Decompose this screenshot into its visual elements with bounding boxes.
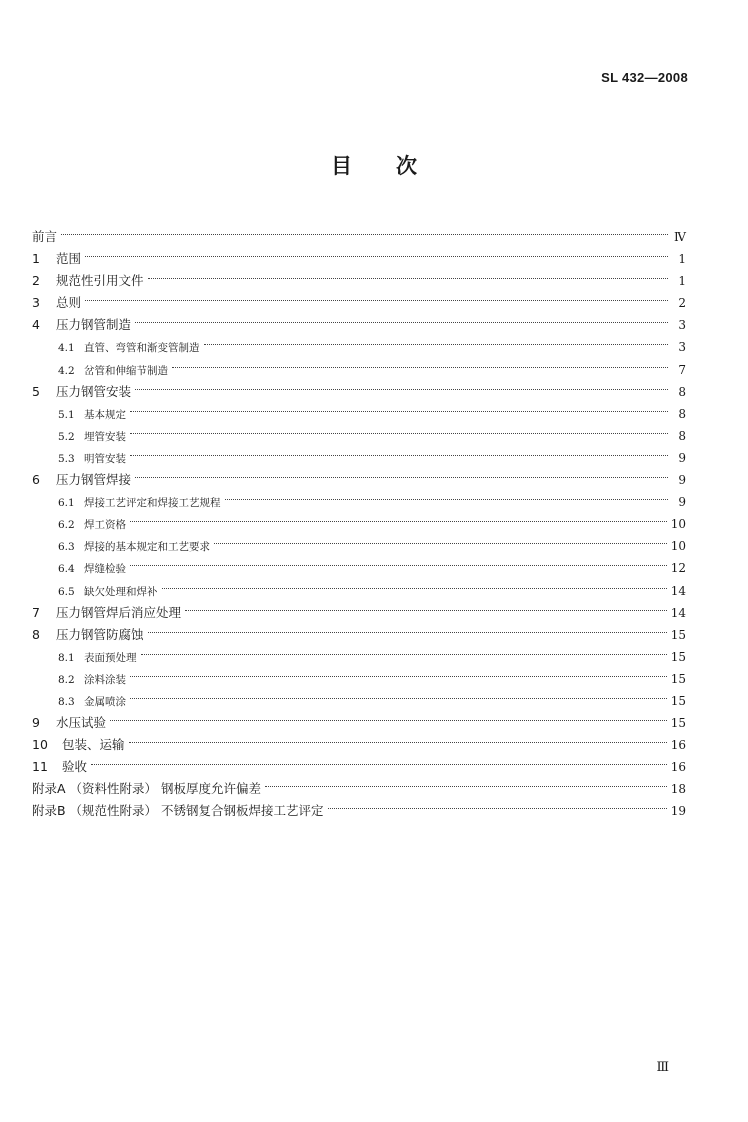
toc-entry[interactable]	[32, 219, 686, 244]
toc-entry-number: 4.1	[58, 342, 75, 355]
toc-entry-page: 8	[678, 428, 686, 443]
toc-entry-label: 压力钢管焊接	[56, 472, 132, 488]
dot-leader	[61, 219, 668, 241]
toc-entry-label: 规范性引用文件	[56, 273, 144, 289]
toc-entry-page: 8	[678, 384, 686, 399]
toc-entry-label: 焊接的基本规定和工艺要求	[84, 541, 210, 554]
toc-entry-page: 8	[678, 406, 686, 421]
toc-entry-number: 5.1	[58, 408, 75, 421]
toc-entry[interactable]	[32, 705, 686, 731]
table-of-contents	[32, 219, 686, 819]
dot-leader	[135, 374, 668, 396]
toc-entry-page: 3	[678, 318, 686, 333]
toc-entry-label: 埋管安装	[84, 430, 126, 443]
toc-entry[interactable]	[32, 771, 686, 797]
dot-leader	[148, 617, 667, 639]
dot-leader	[85, 285, 668, 307]
toc-entry[interactable]	[32, 749, 686, 775]
toc-entry-number: 4	[32, 317, 40, 333]
standard-code: SL 432—2008	[601, 70, 688, 85]
dot-leader	[225, 484, 669, 506]
toc-entry-number: 8.2	[58, 673, 75, 686]
toc-entry-number: 6.2	[58, 519, 75, 532]
toc-entry-page: 3	[678, 340, 686, 355]
toc-entry-number: 6.3	[58, 541, 75, 554]
toc-entry-page: 12	[670, 561, 686, 576]
toc-entry-page: 7	[678, 362, 686, 377]
title-char-right: 次	[396, 154, 417, 178]
toc-entry-number: 6.5	[58, 585, 75, 598]
toc-entry[interactable]	[32, 285, 686, 311]
dot-leader	[130, 683, 667, 705]
dot-leader	[162, 573, 667, 595]
toc-entry-page: 14	[670, 583, 686, 598]
toc-entry-number: 10	[32, 737, 48, 753]
toc-entry-label: 焊缝检验	[84, 563, 126, 576]
toc-entry-label: 焊工资格	[84, 519, 126, 532]
dot-leader	[129, 727, 667, 749]
page-number: Ⅲ	[656, 1060, 670, 1075]
toc-entry-page: 9	[678, 473, 686, 488]
toc-entry-label: 缺欠处理和焊补	[84, 585, 158, 598]
dot-leader	[135, 462, 668, 484]
toc-entry-number: 8.3	[58, 695, 75, 708]
toc-entry-page: 10	[670, 517, 686, 532]
dot-leader	[130, 506, 667, 528]
toc-entry-number: 6.4	[58, 563, 75, 576]
toc-entry-page: 9	[678, 495, 686, 510]
dot-leader	[214, 528, 667, 550]
dot-leader	[172, 352, 668, 374]
toc-entry-number: 7	[32, 604, 40, 620]
toc-entry-label: 压力钢管防腐蚀	[56, 626, 144, 642]
toc-entry-label: 压力钢管制造	[56, 317, 132, 333]
toc-entry-page: 15	[670, 649, 686, 664]
toc-entry-number: 11	[32, 759, 48, 775]
toc-entry-label: 水压试验	[56, 715, 107, 731]
toc-entry-label: 金属喷涂	[84, 695, 126, 708]
title-char-left: 目	[331, 154, 352, 178]
toc-entry-page: 16	[670, 738, 686, 753]
toc-entry-label: 直管、弯管和渐变管制造	[84, 342, 200, 355]
toc-entry-label: 压力钢管焊后消应处理	[56, 604, 182, 620]
toc-subentry[interactable]	[32, 418, 686, 443]
toc-entry-page: 15	[670, 671, 686, 686]
toc-entry-number: 5.2	[58, 430, 75, 443]
dot-leader	[204, 329, 669, 351]
toc-entry-page: 15	[670, 627, 686, 642]
toc-entry-page: 1	[678, 274, 686, 289]
toc-subentry[interactable]	[32, 440, 686, 465]
dot-leader	[148, 263, 668, 285]
toc-entry-label: 范围	[56, 251, 82, 267]
toc-subentry[interactable]	[32, 506, 686, 532]
dot-leader	[130, 396, 668, 418]
toc-entry-page: 2	[678, 296, 686, 311]
dot-leader	[130, 418, 668, 440]
toc-entry[interactable]	[32, 263, 686, 289]
toc-entry-label: 验收	[62, 759, 88, 775]
dot-leader	[141, 639, 667, 661]
toc-entry-label: 前言	[32, 229, 58, 244]
toc-entry-page: 14	[670, 605, 686, 620]
toc-entry-number: 3	[32, 295, 40, 311]
dot-leader	[130, 661, 667, 683]
toc-entry-page: 1	[678, 252, 686, 267]
dot-leader	[265, 771, 667, 793]
toc-entry-label: 基本规定	[84, 408, 126, 421]
toc-entry-label: 包装、运输	[62, 737, 125, 753]
toc-entry-label: 焊接工艺评定和焊接工艺规程	[84, 497, 221, 510]
toc-entry-number: 9	[32, 715, 40, 731]
toc-entry-page: Ⅳ	[674, 230, 686, 244]
toc-entry-page: 16	[670, 760, 686, 775]
toc-entry-label: 岔管和伸缩节制造	[84, 364, 168, 377]
dot-leader	[130, 550, 667, 572]
toc-entry[interactable]	[32, 241, 686, 267]
toc-subentry[interactable]	[32, 550, 686, 576]
toc-entry-label: 附录B （规范性附录） 不锈钢复合钢板焊接工艺评定	[32, 803, 324, 819]
page-title	[0, 150, 748, 180]
toc-entry-label: 涂料涂装	[84, 673, 126, 686]
toc-entry-number: 6	[32, 472, 40, 488]
toc-entry-number: 6.1	[58, 497, 75, 510]
toc-entry-number: 2	[32, 273, 40, 289]
toc-entry-label: 表面预处理	[84, 651, 137, 664]
toc-entry-page: 18	[670, 782, 686, 797]
toc-entry-label: 附录A （资料性附录） 钢板厚度允许偏差	[32, 781, 261, 797]
dot-leader	[135, 307, 668, 329]
dot-leader	[328, 793, 667, 815]
toc-entry-label: 压力钢管安装	[56, 383, 132, 399]
toc-subentry[interactable]	[32, 683, 686, 708]
toc-entry[interactable]	[32, 307, 686, 333]
toc-entry-number: 8.1	[58, 651, 75, 664]
toc-entry-page: 9	[678, 450, 686, 465]
toc-entry-number: 8	[32, 626, 40, 642]
toc-entry-number: 5.3	[58, 452, 75, 465]
toc-entry-page: 10	[670, 539, 686, 554]
toc-entry-label: 明管安装	[84, 452, 126, 465]
dot-leader	[85, 241, 668, 263]
toc-subentry[interactable]	[32, 396, 686, 421]
dot-leader	[91, 749, 667, 771]
dot-leader	[185, 595, 667, 617]
toc-subentry[interactable]	[32, 528, 686, 554]
toc-entry-number: 5	[32, 383, 40, 399]
toc-entry-label: 总则	[56, 295, 82, 311]
toc-entry-page: 15	[670, 716, 686, 731]
toc-subentry[interactable]	[32, 661, 686, 686]
toc-subentry[interactable]	[32, 573, 686, 598]
toc-entry-number: 1	[32, 251, 40, 267]
toc-entry-number: 4.2	[58, 364, 75, 377]
toc-entry-page: 19	[670, 804, 686, 819]
dot-leader	[130, 440, 668, 462]
toc-entry[interactable]	[32, 727, 686, 753]
dot-leader	[110, 705, 667, 727]
toc-entry[interactable]	[32, 462, 686, 488]
toc-entry-page: 15	[670, 693, 686, 708]
